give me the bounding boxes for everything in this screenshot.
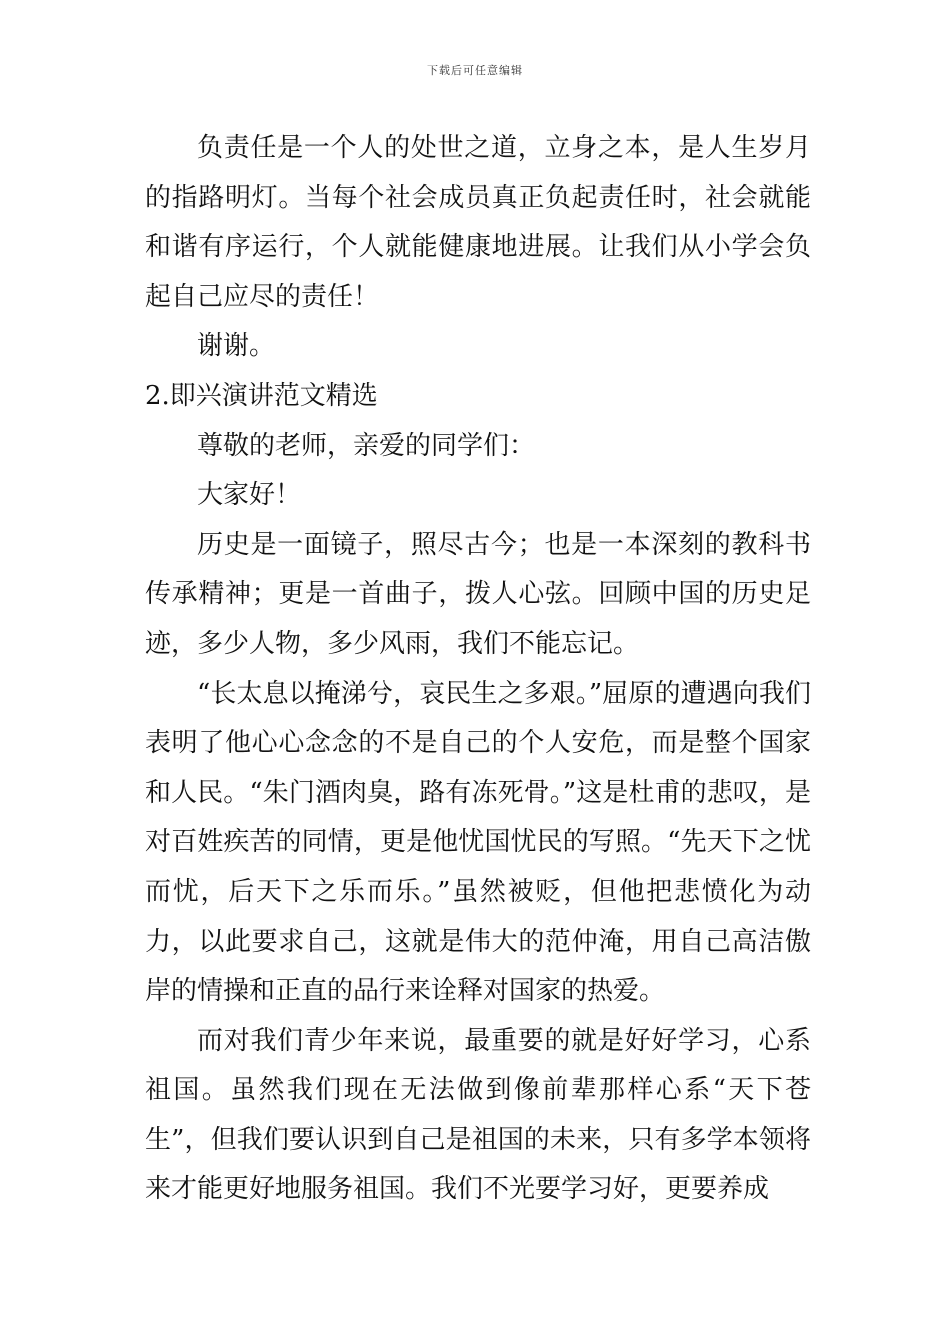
page-header: 下载后可任意编辑 (427, 64, 523, 77)
paragraph-history: 历史是一面镜子，照尽古今；也是一本深刻的教科书传承精神；更是一首曲子，拨人心弦。回顾中国的历史足迹，多少人物，多少风雨，我们不能忘记。 (145, 529, 811, 659)
paragraph-figures: “长太息以掩涕兮，哀民生之多艰。”屈原的遭遇向我们表明了他心心念念的不是自己的个人安危，而是整个国家和人民。“朱门酒肉臭，路有冻死骨。”这是杜甫的悲叹，是对百姓疾苦的同情，更是他忧国忧民的写照。“先天下之忧而忧，后天下之乐而乐。”虽然被贬，但他把悲愤化为动力，以此要求自己，这就是伟大的范仲淹，用自己高洁傲岸的情操和正直的品行来诠释对国家的热爱。 (145, 678, 811, 1007)
section-heading: 2.即兴演讲范文精选 (145, 380, 378, 411)
paragraph-salutation: 尊敬的老师，亲爱的同学们： (197, 430, 536, 461)
paragraph-thanks: 谢谢。 (197, 331, 276, 362)
paragraph-responsibility: 负责任是一个人的处世之道，立身之本，是人生岁月的指路明灯。当每个社会成员真正负起责任时，社会就能和谐有序运行，个人就能健康地进展。让我们从小学会负起自己应尽的责任！ (145, 133, 811, 312)
paragraph-youth: 而对我们青少年来说，最重要的就是好好学习，心系祖国。虽然我们现在无法做到像前辈那样心系“天下苍生”，但我们要认识到自己是祖国的未来，只有多学本领将来才能更好地服务祖国。我们不光要学习好，更要养成 (145, 1025, 811, 1205)
document-body (145, 124, 811, 1215)
paragraph-greeting: 大家好！ (197, 480, 302, 511)
